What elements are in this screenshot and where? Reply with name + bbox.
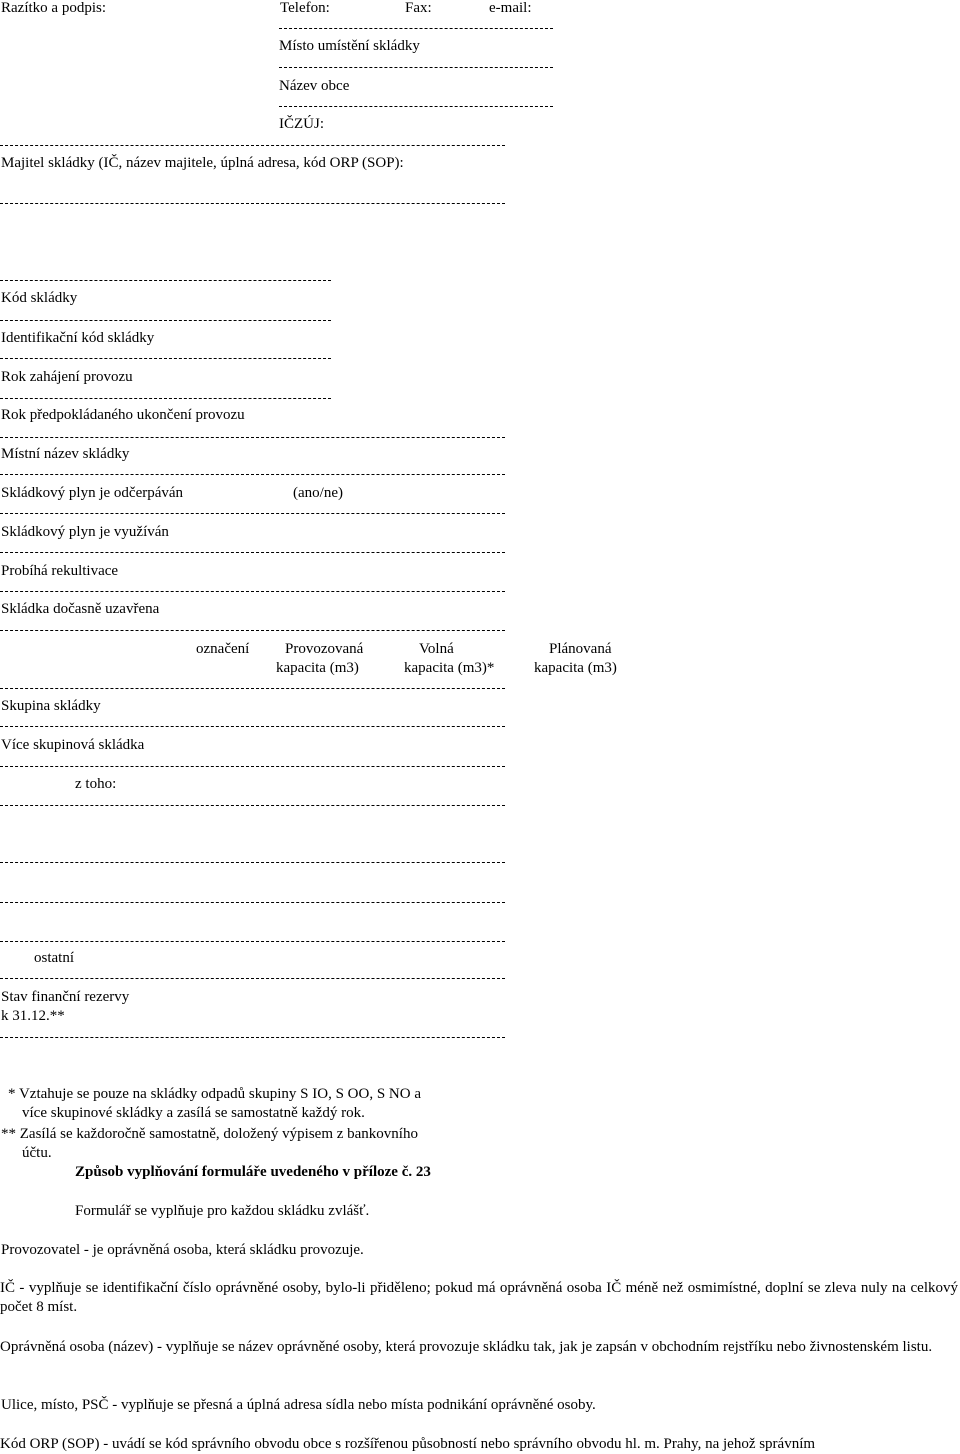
footnote-2-line2: účtu. bbox=[22, 1145, 52, 1161]
temporarily-closed-label: Skládka dočasně uzavřena bbox=[1, 601, 160, 617]
divider bbox=[0, 320, 331, 321]
group-label: Skupina skládky bbox=[1, 698, 101, 714]
municipality-label: Název obce bbox=[279, 78, 350, 94]
divider bbox=[279, 67, 553, 68]
stamp-signature-label: Razítko a podpis: bbox=[1, 0, 106, 16]
owner-label: Majitel skládky (IČ, název majitele, úplná adresa, kód ORP (SOP): bbox=[1, 155, 404, 171]
yes-no-hint: (ano/ne) bbox=[293, 485, 343, 501]
email-label: e-mail: bbox=[489, 0, 532, 16]
divider bbox=[0, 145, 505, 146]
footnote-2-line1: ** Zasílá se každoročně samostatně, doložený výpisem z bankovního bbox=[1, 1126, 418, 1142]
recultivation-label: Probíhá rekultivace bbox=[1, 563, 119, 579]
end-year-label: Rok předpokládaného ukončení provozu bbox=[1, 407, 245, 423]
footnote-1-line2: více skupinové skládky a zasílá se samostatně každý rok. bbox=[22, 1105, 365, 1121]
reserve-label-line2: k 31.12.** bbox=[1, 1008, 65, 1024]
col-planned-line1: Plánovaná bbox=[549, 641, 612, 657]
col-planned-line2: kapacita (m3) bbox=[534, 660, 617, 676]
landfill-code-label: Kód skládky bbox=[1, 290, 78, 306]
divider bbox=[0, 1037, 505, 1038]
local-name-label: Místní název skládky bbox=[1, 446, 130, 462]
col-operated-line2: kapacita (m3) bbox=[276, 660, 359, 676]
divider bbox=[0, 437, 505, 438]
divider bbox=[0, 688, 505, 689]
divider bbox=[0, 766, 505, 767]
location-label: Místo umístění skládky bbox=[279, 38, 420, 54]
start-year-label: Rok zahájení provozu bbox=[1, 369, 133, 385]
col-free-line1: Volná bbox=[419, 641, 454, 657]
divider bbox=[0, 978, 505, 979]
instructions-heading: Způsob vyplňování formuláře uvedeného v příloze č. 23 bbox=[75, 1164, 431, 1180]
divider bbox=[0, 630, 505, 631]
divider bbox=[0, 902, 505, 903]
divider bbox=[279, 28, 553, 29]
divider bbox=[0, 358, 331, 359]
fax-label: Fax: bbox=[405, 0, 432, 16]
iczuj-label: IČZÚJ: bbox=[279, 116, 324, 132]
divider bbox=[0, 552, 505, 553]
of-which-label: z toho: bbox=[75, 776, 117, 792]
multi-group-label: Více skupinová skládka bbox=[1, 737, 145, 753]
footnote-1-line1: * Vztahuje se pouze na skládky odpadů skupiny S IO, S OO, S NO a bbox=[8, 1086, 422, 1102]
instructions-each: Formulář se vyplňuje pro každou skládku zvlášť. bbox=[75, 1203, 370, 1219]
instructions-authorized: Oprávněná osoba (název) - vyplňuje se název oprávněné osoby, která provozuje skládku tak, jak je zapsán v obchodním rejstříku nebo živnostenském listu. bbox=[0, 1339, 933, 1355]
instructions-operator: Provozovatel - je oprávněná osoba, která skládku provozuje. bbox=[1, 1242, 364, 1258]
phone-label: Telefon: bbox=[280, 0, 330, 16]
col-operated-line1: Provozovaná bbox=[285, 641, 364, 657]
divider bbox=[0, 862, 505, 863]
gas-used-label: Skládkový plyn je využíván bbox=[1, 524, 169, 540]
divider bbox=[0, 203, 505, 204]
instructions-address: Ulice, místo, PSČ - vyplňuje se přesná a úplná adresa sídla nebo místa podnikání oprávněné osoby. bbox=[1, 1397, 596, 1413]
divider bbox=[0, 805, 505, 806]
divider bbox=[0, 398, 331, 399]
col-free-line2: kapacita (m3)* bbox=[404, 660, 495, 676]
divider bbox=[0, 474, 505, 475]
divider bbox=[0, 726, 505, 727]
identification-code-label: Identifikační kód skládky bbox=[1, 330, 155, 346]
divider bbox=[279, 106, 553, 107]
reserve-label-line1: Stav finanční rezervy bbox=[1, 989, 130, 1005]
instructions-ic: IČ - vyplňuje se identifikační číslo oprávněné osoby, bylo-li přiděleno; pokud má oprávněná osoba IČ méně než osmimístné, doplní se zleva nuly na celkový počet 8 míst. bbox=[0, 1280, 958, 1315]
divider bbox=[0, 941, 505, 942]
divider bbox=[0, 280, 331, 281]
col-designation: označení bbox=[196, 641, 250, 657]
divider bbox=[0, 591, 505, 592]
other-label: ostatní bbox=[34, 950, 74, 966]
divider bbox=[0, 513, 505, 514]
gas-extracted-label: Skládkový plyn je odčerpáván bbox=[1, 485, 184, 501]
instructions-orp: Kód ORP (SOP) - uvádí se kód správního obvodu obce s rozšířenou působností nebo správního obvodu hl. m. Prahy, na jehož správním bbox=[0, 1436, 816, 1452]
